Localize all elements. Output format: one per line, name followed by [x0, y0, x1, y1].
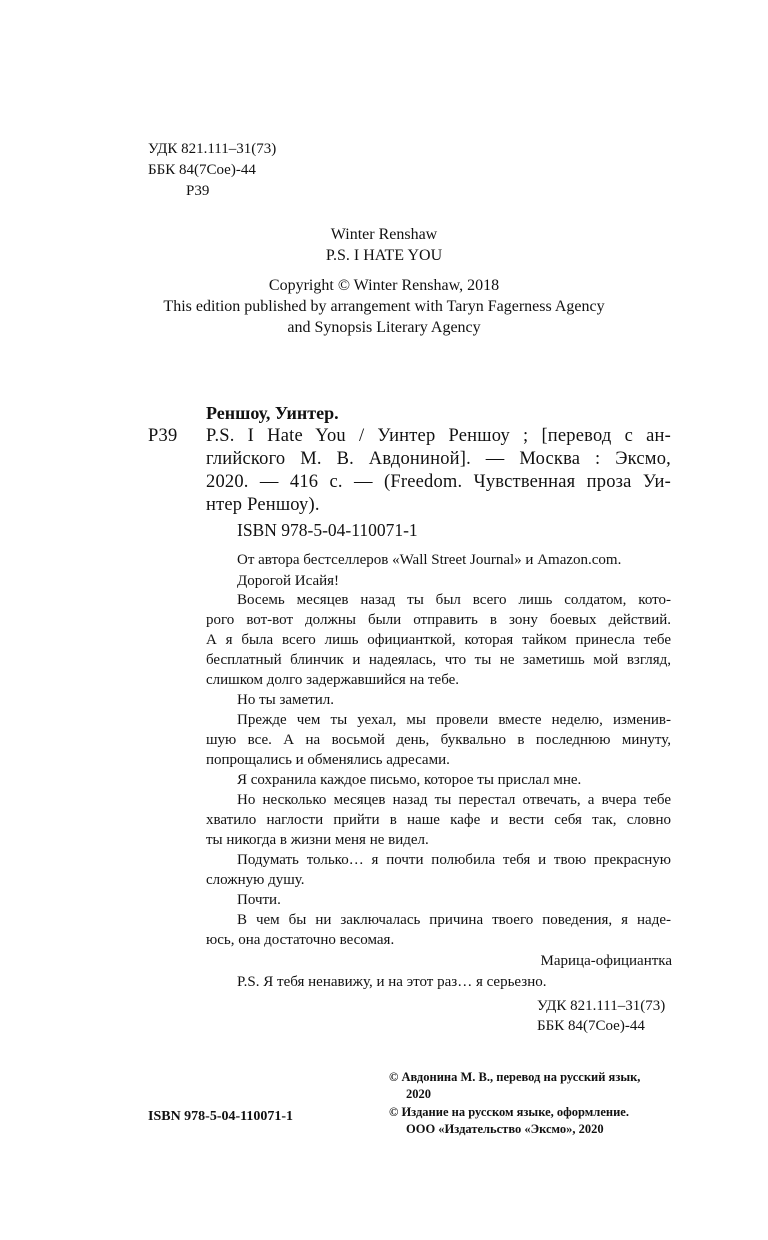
annotation-line: сложную душу.	[206, 872, 305, 888]
annotation-line: бесплатный блинчик и надеялась, что ты не заметишь мой взгляд,	[206, 652, 671, 668]
annotation-intro: От автора бестселлеров «Wall Street Journal» и Amazon.com.	[237, 552, 622, 568]
footer-copyright-translation: © Авдонина М. В., перевод на русский язык,	[389, 1070, 641, 1084]
bbk-code: ББК 84(7Сое)-44	[148, 162, 256, 178]
footer-isbn: ISBN 978-5-04-110071-1	[148, 1109, 294, 1124]
annotation-line: шую все. А на восьмой день, буквально в последнюю минуту,	[206, 732, 671, 748]
annotation-line: Прежде чем ты уехал, мы провели вместе неделю, изменив-	[237, 712, 671, 728]
udk-code: УДК 821.111–31(73)	[148, 141, 277, 157]
annotation-line: Но несколько месяцев назад ты перестал отвечать, а вчера тебе	[237, 792, 671, 808]
annotation-line: хватило наглости прийти в наше кафе и вести себя так, словно	[206, 812, 671, 828]
copyright-line-2: This edition published by arrangement with Taryn Fagerness Agency	[163, 298, 605, 315]
annotation-ps: P.S. Я тебя ненавижу, и на этот раз… я серьезно.	[237, 974, 547, 990]
annotation-line: юсь, она достаточно весомая.	[206, 932, 395, 948]
annotation-signature: Марица-официантка	[540, 953, 672, 969]
bib-mark: Р39	[148, 426, 178, 446]
bib-line: нтер Реншоу).	[206, 495, 320, 515]
annotation-line: рого вот-вот должны были отправить в зону боевых действий.	[206, 612, 671, 628]
bib-line: P.S. I Hate You / Уинтер Реншоу ; [перевод с ан-	[206, 426, 671, 446]
annotation-greeting: Дорогой Исайя!	[237, 573, 340, 589]
footer-copyright-edition: © Издание на русском языке, оформление.	[389, 1105, 629, 1119]
annotation-line: А я была всего лишь официанткой, которая тайком принесла тебе	[206, 632, 671, 648]
bib-line: 2020. — 416 с. — (Freedom. Чувственная проза Уи-	[206, 472, 671, 492]
author-mark: Р39	[186, 183, 210, 199]
annotation-line: Я сохранила каждое письмо, которое ты прислал мне.	[237, 772, 582, 788]
annotation-line: Почти.	[237, 892, 281, 908]
copyright-line-1: Copyright © Winter Renshaw, 2018	[268, 277, 500, 294]
copyright-line-3: and Synopsis Literary Agency	[287, 319, 481, 336]
bib-heading: Реншоу, Уинтер.	[206, 403, 339, 423]
original-author: Winter Renshaw	[330, 226, 438, 243]
bib-line: глийского М. В. Авдониной]. — Москва : Эксмо,	[206, 449, 671, 469]
annotation-bbk: ББК 84(7Сое)-44	[537, 1018, 645, 1034]
original-title: P.S. I HATE YOU	[325, 247, 443, 264]
annotation-line: слишком долго задержавшийся на тебе.	[206, 672, 460, 688]
annotation-line: ты никогда в жизни меня не видел.	[206, 832, 429, 848]
annotation-line: попрощались и обменялись адресами.	[206, 752, 450, 768]
footer-copyright-translation-year: 2020	[406, 1087, 431, 1101]
annotation-line: Подумать только… я почти полюбила тебя и твою прекрасную	[237, 852, 671, 868]
annotation-udk: УДК 821.111–31(73)	[537, 998, 666, 1014]
bib-isbn: ISBN 978-5-04-110071-1	[237, 520, 418, 540]
footer-copyright-publisher: ООО «Издательство «Эксмо», 2020	[406, 1122, 604, 1136]
annotation-line: Но ты заметил.	[237, 692, 335, 708]
annotation-line: В чем бы ни заключалась причина твоего поведения, я наде-	[237, 912, 671, 928]
annotation-line: Восемь месяцев назад ты был всего лишь солдатом, кото-	[237, 592, 671, 608]
